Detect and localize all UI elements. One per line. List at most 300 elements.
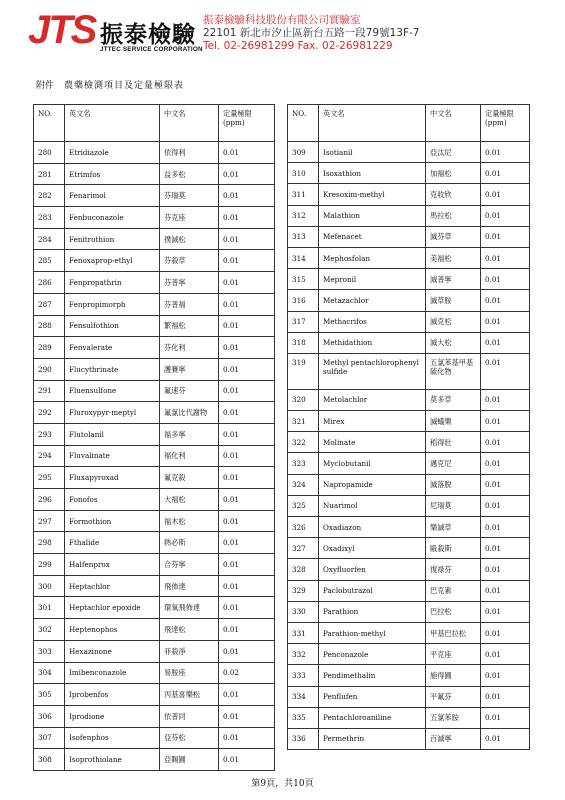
cell-english-name: Isofenphos (65, 727, 160, 749)
cell-english-name: Methacrifos (319, 311, 426, 332)
cell-loq: 0.01 (219, 467, 275, 489)
cell-loq: 0.01 (219, 337, 275, 359)
cell-chinese-name: 亞汰尼 (426, 142, 481, 163)
cell-loq: 0.01 (481, 644, 530, 665)
cell-english-name: Heptachlor epoxide (65, 597, 160, 619)
cell-loq: 0.01 (219, 142, 275, 164)
company-address: 22101 新北市汐止區新台五路一段79號13F-7 (203, 27, 420, 39)
cell-no: 281 (34, 163, 65, 185)
cell-chinese-name: 益多松 (160, 163, 219, 185)
cell-no: 306 (34, 705, 65, 727)
cell-english-name: Penconazole (319, 644, 426, 665)
cell-english-name: Pendimethalin (319, 665, 426, 686)
cell-no: 312 (288, 205, 319, 226)
cell-no: 282 (34, 185, 65, 207)
cell-loq: 0.01 (481, 142, 530, 163)
table-row (34, 727, 275, 749)
cell-chinese-name: 巴拉松 (426, 601, 481, 622)
cell-no: 308 (34, 749, 65, 771)
cell-chinese-name: 芬克座 (160, 207, 219, 229)
cell-no: 336 (288, 728, 319, 749)
cell-english-name: Penflufen (319, 686, 426, 707)
cell-no: 332 (288, 644, 319, 665)
cell-loq: 0.01 (219, 705, 275, 727)
table-row (34, 402, 275, 424)
table-row (288, 411, 530, 432)
cell-loq: 0.01 (481, 474, 530, 495)
cell-english-name: Isoxathion (319, 163, 426, 184)
cell-english-name: Heptenophos (65, 619, 160, 641)
cell-english-name: Permethrin (319, 728, 426, 749)
table-row (34, 575, 275, 597)
title-prefix: 附件 (36, 81, 55, 91)
cell-english-name: Flucythrinate (65, 358, 160, 380)
cell-loq: 0.01 (481, 353, 530, 389)
table-row (288, 353, 530, 389)
cell-no: 323 (288, 453, 319, 474)
cell-english-name: Parathion-methyl (319, 622, 426, 643)
cell-no: 302 (34, 619, 65, 641)
cell-chinese-name: 丙基喜樂松 (160, 684, 219, 706)
cell-no: 288 (34, 315, 65, 337)
cell-loq: 0.01 (219, 510, 275, 532)
cell-english-name: Molinate (319, 432, 426, 453)
cell-loq: 0.01 (481, 332, 530, 353)
cell-loq: 0.01 (481, 163, 530, 184)
cell-no: 333 (288, 665, 319, 686)
table-row (34, 445, 275, 467)
table-row (34, 380, 275, 402)
cell-loq: 0.01 (219, 423, 275, 445)
cell-english-name: Fluroxypyr-meptyl (65, 402, 160, 424)
cell-english-name: Fenpropathrin (65, 272, 160, 294)
title-text: 農藥檢測項目及定量極限表 (64, 81, 185, 91)
cell-loq: 0.01 (481, 728, 530, 749)
cell-loq: 0.01 (219, 489, 275, 511)
cell-no: 305 (34, 684, 65, 706)
cell-no: 334 (288, 686, 319, 707)
cell-no: 299 (34, 554, 65, 576)
cell-loq: 0.01 (219, 272, 275, 294)
cell-chinese-name: 芬化利 (160, 337, 219, 359)
table-row (288, 517, 530, 538)
table-row (288, 389, 530, 410)
cell-loq: 0.01 (219, 228, 275, 250)
cell-english-name: Pentachloroaniline (319, 707, 426, 728)
cell-chinese-name: 施得圃 (426, 665, 481, 686)
cell-english-name: Methidathion (319, 332, 426, 353)
table-row (288, 559, 530, 580)
cell-chinese-name: 五氯苯基甲基硫化物 (426, 353, 481, 389)
cell-loq: 0.01 (219, 207, 275, 229)
cell-english-name: Fthalide (65, 532, 160, 554)
cell-chinese-name: 福多寧 (160, 423, 219, 445)
cell-loq: 0.01 (219, 640, 275, 662)
table-row (288, 453, 530, 474)
cell-no: 327 (288, 538, 319, 559)
table-row (34, 207, 275, 229)
table-row (288, 644, 530, 665)
table-row (288, 707, 530, 728)
cell-chinese-name: 飛達松 (160, 619, 219, 641)
cell-chinese-name: 滅草胺 (426, 290, 481, 311)
cell-no: 292 (34, 402, 65, 424)
cell-no: 291 (34, 380, 65, 402)
cell-chinese-name: 氟克殺 (160, 467, 219, 489)
cell-loq: 0.01 (481, 389, 530, 410)
cell-chinese-name: 依普同 (160, 705, 219, 727)
cell-loq: 0.01 (219, 250, 275, 272)
cell-english-name: Metolachlor (319, 389, 426, 410)
cell-chinese-name: 莫多草 (426, 389, 481, 410)
table-row (34, 597, 275, 619)
cell-no: 294 (34, 445, 65, 467)
cell-chinese-name: 芬瑞莫 (160, 185, 219, 207)
table-row (34, 293, 275, 315)
cell-no: 330 (288, 601, 319, 622)
cell-loq: 0.01 (219, 727, 275, 749)
cell-no: 295 (34, 467, 65, 489)
table-row (34, 272, 275, 294)
cell-chinese-name: 復祿芬 (426, 559, 481, 580)
cell-english-name: Fenvalerate (65, 337, 160, 359)
cell-english-name: Napropamide (319, 474, 426, 495)
cell-loq: 0.01 (481, 601, 530, 622)
cell-loq: 0.01 (481, 580, 530, 601)
cell-chinese-name: 飛佈達 (160, 575, 219, 597)
pesticide-table-left (33, 104, 275, 771)
table-body-left (34, 142, 275, 771)
cell-english-name: Halfenprox (65, 554, 160, 576)
cell-english-name: Fluxapyroxad (65, 467, 160, 489)
table-header-row (288, 105, 530, 142)
cell-no: 309 (288, 142, 319, 163)
cell-english-name: Hexazinone (65, 640, 160, 662)
table-row (34, 142, 275, 164)
table-row (34, 423, 275, 445)
pesticide-table-right (287, 104, 530, 750)
cell-loq: 0.01 (481, 622, 530, 643)
table-row (288, 247, 530, 268)
table-row (288, 311, 530, 332)
cell-loq: 0.01 (481, 226, 530, 247)
cell-loq: 0.01 (219, 532, 275, 554)
cell-chinese-name: 易胺座 (160, 662, 219, 684)
cell-chinese-name: 加福松 (426, 163, 481, 184)
cell-no: 300 (34, 575, 65, 597)
cell-english-name: Iprodione (65, 705, 160, 727)
cell-no: 328 (288, 559, 319, 580)
cell-loq: 0.01 (219, 445, 275, 467)
table-row (34, 315, 275, 337)
cell-no: 297 (34, 510, 65, 532)
cell-chinese-name: 樂滅草 (426, 517, 481, 538)
table-row (34, 337, 275, 359)
cell-no: 289 (34, 337, 65, 359)
company-logo (28, 8, 203, 53)
cell-english-name: Methyl pentachlorophenyl sulfide (319, 353, 426, 389)
cell-loq: 0.01 (219, 597, 275, 619)
table-row (34, 467, 275, 489)
table-row (288, 269, 530, 290)
cell-english-name: Kresoxim-methyl (319, 184, 426, 205)
cell-loq: 0.01 (481, 205, 530, 226)
cell-no: 326 (288, 517, 319, 538)
table-row (34, 749, 275, 771)
cell-english-name: Isotianil (319, 142, 426, 163)
cell-no: 311 (288, 184, 319, 205)
cell-chinese-name: 合芬寧 (160, 554, 219, 576)
cell-chinese-name: 亞芬松 (160, 727, 219, 749)
table-row (34, 250, 275, 272)
cell-chinese-name: 美福松 (426, 247, 481, 268)
table-row (34, 640, 275, 662)
cell-loq: 0.01 (219, 293, 275, 315)
table-row (34, 228, 275, 250)
cell-no: 286 (34, 272, 65, 294)
cell-english-name: Paclobutrazol (319, 580, 426, 601)
cell-loq: 0.01 (481, 269, 530, 290)
cell-loq: 0.01 (219, 185, 275, 207)
col-header-en: 英文名 (319, 105, 426, 142)
cell-loq: 0.01 (219, 749, 275, 771)
table-row (34, 532, 275, 554)
cell-chinese-name: 芬普福 (160, 293, 219, 315)
cell-chinese-name: 滅大松 (426, 332, 481, 353)
cell-chinese-name: 撲滅松 (160, 228, 219, 250)
cell-loq: 0.01 (219, 684, 275, 706)
cell-chinese-name: 百滅寧 (426, 728, 481, 749)
cell-no: 325 (288, 495, 319, 516)
table-row (34, 358, 275, 380)
cell-english-name: Malathion (319, 205, 426, 226)
table-row (34, 662, 275, 684)
cell-loq: 0.02 (219, 662, 275, 684)
cell-loq: 0.01 (219, 163, 275, 185)
cell-english-name: Oxadixyl (319, 538, 426, 559)
table-body-right (288, 142, 530, 750)
cell-english-name: Flutolanil (65, 423, 160, 445)
cell-no: 298 (34, 532, 65, 554)
cell-chinese-name: 滅落脫 (426, 474, 481, 495)
table-row (288, 665, 530, 686)
cell-english-name: Formothion (65, 510, 160, 532)
cell-chinese-name: 五氯苯胺 (426, 707, 481, 728)
table-row (288, 601, 530, 622)
cell-english-name: Oxadiazon (319, 517, 426, 538)
cell-no: 284 (34, 228, 65, 250)
col-header-loq: 定量極限 (ppm) (481, 105, 530, 142)
table-header-row (34, 105, 275, 142)
table-row (288, 332, 530, 353)
cell-loq: 0.01 (219, 619, 275, 641)
table-row (34, 684, 275, 706)
cell-loq: 0.01 (219, 554, 275, 576)
table-row (288, 184, 530, 205)
cell-english-name: Metazachlor (319, 290, 426, 311)
cell-loq: 0.01 (219, 380, 275, 402)
cell-chinese-name: 邁克尼 (426, 453, 481, 474)
cell-loq: 0.01 (481, 453, 530, 474)
col-header-cn: 中文名 (160, 105, 219, 142)
cell-loq: 0.01 (219, 358, 275, 380)
cell-chinese-name: 滅蟻樂 (426, 411, 481, 432)
cell-english-name: Heptachlor (65, 575, 160, 597)
col-header-en: 英文名 (65, 105, 160, 142)
cell-loq: 0.01 (481, 686, 530, 707)
cell-english-name: Oxyfluorfen (319, 559, 426, 580)
cell-chinese-name: 亞賜圃 (160, 749, 219, 771)
col-header-cn: 中文名 (426, 105, 481, 142)
cell-no: 319 (288, 353, 319, 389)
logo-english-name: JTTEC SERVICE CORPORATION (100, 46, 203, 53)
cell-chinese-name: 熱必斯 (160, 532, 219, 554)
cell-loq: 0.01 (219, 575, 275, 597)
table-row (288, 728, 530, 749)
cell-english-name: Fenpropimorph (65, 293, 160, 315)
cell-loq: 0.01 (219, 315, 275, 337)
company-info (203, 14, 419, 53)
cell-no: 280 (34, 142, 65, 164)
page-footer: 第9頁，共10頁 (251, 779, 314, 789)
cell-no: 296 (34, 489, 65, 511)
cell-english-name: Myclobutanil (319, 453, 426, 474)
table-row (34, 489, 275, 511)
cell-chinese-name: 繁福松 (160, 315, 219, 337)
cell-chinese-name: 甲基巴拉松 (426, 622, 481, 643)
cell-loq: 0.01 (481, 665, 530, 686)
company-phone: Tel. 02-26981299 Fax. 02-26981229 (203, 40, 393, 52)
table-row (288, 580, 530, 601)
cell-english-name: Fensulfothion (65, 315, 160, 337)
cell-english-name: Fonofos (65, 489, 160, 511)
cell-english-name: Etrimfos (65, 163, 160, 185)
cell-no: 307 (34, 727, 65, 749)
col-header-no: NO. (34, 105, 65, 142)
cell-chinese-name: 大福松 (160, 489, 219, 511)
cell-no: 287 (34, 293, 65, 315)
table-row (288, 538, 530, 559)
table-row (288, 474, 530, 495)
cell-english-name: Fenitrothion (65, 228, 160, 250)
table-row (34, 619, 275, 641)
cell-english-name: Fenoxaprop-ethyl (65, 250, 160, 272)
cell-no: 321 (288, 411, 319, 432)
cell-english-name: Fluvalinate (65, 445, 160, 467)
cell-no: 303 (34, 640, 65, 662)
cell-chinese-name: 平克座 (426, 644, 481, 665)
table-row (288, 495, 530, 516)
cell-no: 316 (288, 290, 319, 311)
cell-loq: 0.01 (481, 559, 530, 580)
cell-loq: 0.01 (481, 290, 530, 311)
cell-no: 322 (288, 432, 319, 453)
cell-no: 285 (34, 250, 65, 272)
cell-chinese-name: 氟速芬 (160, 380, 219, 402)
cell-english-name: Fenbuconazole (65, 207, 160, 229)
cell-english-name: Mephosfolan (319, 247, 426, 268)
table-row (288, 163, 530, 184)
cell-english-name: Nuarimol (319, 495, 426, 516)
table-row (288, 622, 530, 643)
cell-chinese-name: 依得利 (160, 142, 219, 164)
cell-chinese-name: 稻得壯 (426, 432, 481, 453)
cell-chinese-name: 滅克松 (426, 311, 481, 332)
cell-no: 283 (34, 207, 65, 229)
cell-no: 293 (34, 423, 65, 445)
cell-english-name: Imibenconazole (65, 662, 160, 684)
cell-chinese-name: 克收欣 (426, 184, 481, 205)
cell-chinese-name: 護賽寧 (160, 358, 219, 380)
cell-english-name: Etridiazole (65, 142, 160, 164)
company-name: 振泰檢驗科技股份有限公司實驗室 (203, 14, 361, 26)
cell-english-name: Iprobenfos (65, 684, 160, 706)
cell-chinese-name: 毆殺斯 (426, 538, 481, 559)
col-header-no: NO. (288, 105, 319, 142)
table-row (34, 510, 275, 532)
cell-loq: 0.01 (481, 311, 530, 332)
cell-chinese-name: 滅芬草 (426, 226, 481, 247)
table-row (288, 142, 530, 163)
cell-loq: 0.01 (481, 538, 530, 559)
cell-loq: 0.01 (481, 495, 530, 516)
cell-no: 304 (34, 662, 65, 684)
table-row (288, 205, 530, 226)
cell-chinese-name: 菲殺淨 (160, 640, 219, 662)
cell-no: 315 (288, 269, 319, 290)
logo-chinese-name: 振泰檢驗 (100, 22, 196, 48)
cell-english-name: Fenarimol (65, 185, 160, 207)
page-title (36, 78, 184, 91)
cell-no: 310 (288, 163, 319, 184)
cell-chinese-name: 環氧飛佈達 (160, 597, 219, 619)
cell-chinese-name: 平氟芬 (426, 686, 481, 707)
cell-no: 290 (34, 358, 65, 380)
col-header-loq: 定量極限 (ppm) (219, 105, 275, 142)
cell-chinese-name: 馬拉松 (426, 205, 481, 226)
cell-no: 324 (288, 474, 319, 495)
cell-chinese-name: 福化利 (160, 445, 219, 467)
cell-english-name: Parathion (319, 601, 426, 622)
table-row (34, 185, 275, 207)
cell-english-name: Fluensulfone (65, 380, 160, 402)
cell-no: 314 (288, 247, 319, 268)
cell-no: 301 (34, 597, 65, 619)
cell-loq: 0.01 (219, 402, 275, 424)
cell-no: 318 (288, 332, 319, 353)
cell-chinese-name: 巴克素 (426, 580, 481, 601)
cell-no: 313 (288, 226, 319, 247)
cell-chinese-name: 滅普寧 (426, 269, 481, 290)
cell-loq: 0.01 (481, 411, 530, 432)
table-row (34, 705, 275, 727)
cell-chinese-name: 氟氯比代謝物 (160, 402, 219, 424)
cell-english-name: Mepronil (319, 269, 426, 290)
table-row (288, 432, 530, 453)
cell-english-name: Mefenacet (319, 226, 426, 247)
cell-loq: 0.01 (481, 247, 530, 268)
cell-no: 331 (288, 622, 319, 643)
table-row (34, 554, 275, 576)
logo-mark: JTS (28, 8, 96, 52)
cell-chinese-name: 尼瑞莫 (426, 495, 481, 516)
cell-no: 329 (288, 580, 319, 601)
table-row (288, 226, 530, 247)
cell-loq: 0.01 (481, 707, 530, 728)
cell-english-name: Mirex (319, 411, 426, 432)
cell-chinese-name: 芬殺草 (160, 250, 219, 272)
cell-no: 320 (288, 389, 319, 410)
